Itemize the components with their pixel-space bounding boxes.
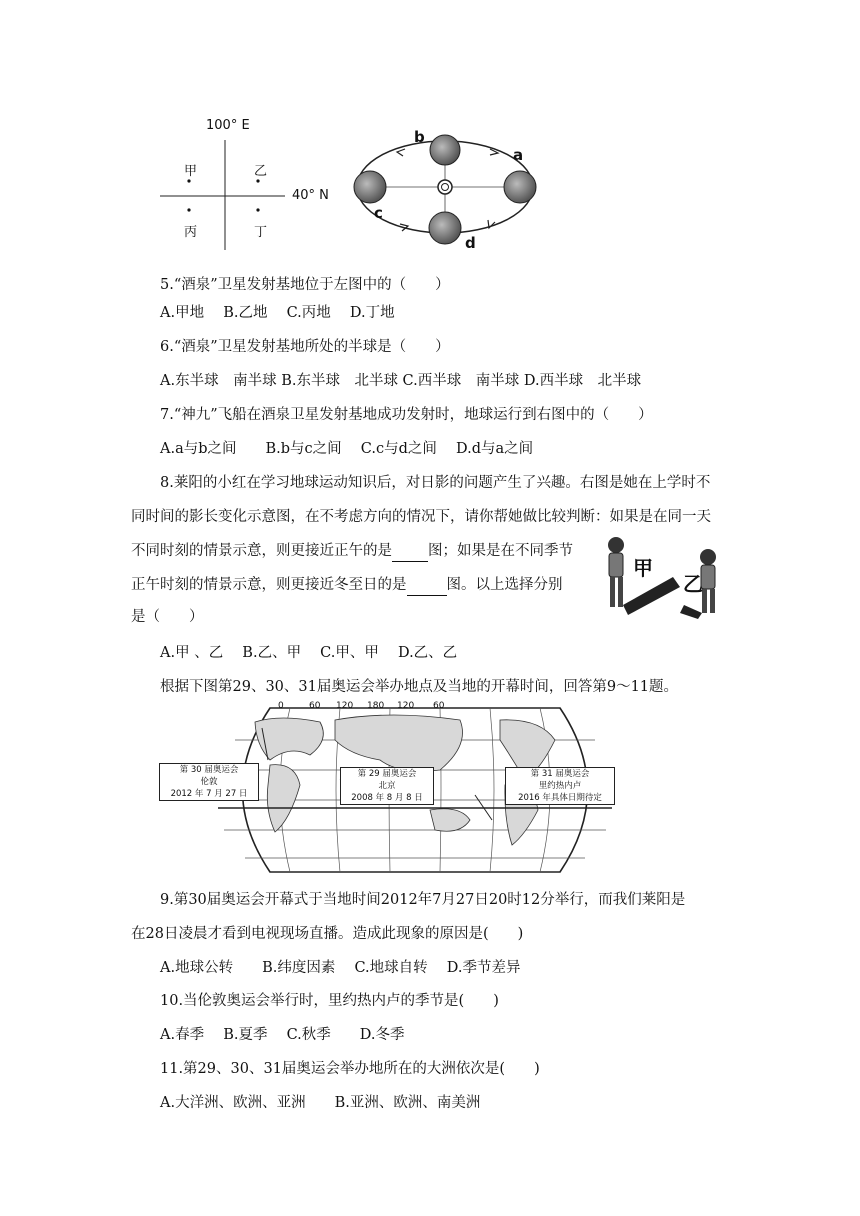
orbit-diagram <box>345 112 555 262</box>
beijing-box: 第 29 届奥运会 北京 2008 年 8 月 8 日 <box>340 767 434 805</box>
question-5-options: A.甲地 B.乙地 C.丙地 D.丁地 <box>160 305 395 321</box>
question-11-stem: 11.第29、30、31届奥运会举办地所在的大洲依次是( ) <box>160 1061 540 1077</box>
question-6-stem: 6.“酒泉”卫星发射基地所处的半球是（ ） <box>160 339 450 355</box>
map-tick-120: 120 <box>336 701 354 711</box>
question-7-stem: 7.“神九”飞船在酒泉卫星发射基地成功发射时，地球运行到右图中的（ ） <box>160 407 653 423</box>
longitude-label: 100° E <box>206 118 250 133</box>
shadow-label-jia: 甲 <box>633 556 653 580</box>
map-tick-120w: 120 <box>397 701 415 711</box>
question-7-options: A.a与b之间 B.b与c之间 C.c与d之间 D.d与a之间 <box>160 441 534 457</box>
orbit-label-a: a <box>513 146 524 164</box>
latitude-label: 40° N <box>292 188 329 203</box>
question-9-options: A.地球公转 B.纬度因素 C.地球自转 D.季节差异 <box>160 960 521 976</box>
orbit-label-c: c <box>374 204 383 222</box>
shadow-label-yi: 乙 <box>683 572 703 596</box>
point-yi: 乙 <box>254 164 268 179</box>
question-8-line-1: 8.莱阳的小红在学习地球运动知识后，对日影的问题产生了兴趣。右图是她在上学时不 <box>160 475 711 491</box>
orbit-label-b: b <box>414 128 425 146</box>
question-10-options: A.春季 B.夏季 C.秋季 D.冬季 <box>160 1027 405 1043</box>
question-8-line-4: 正午时刻的情景示意，则更接近冬至日的是 图。以上选择分别 <box>131 575 563 596</box>
answer-blank-1 <box>392 541 428 562</box>
question-6-options: A.东半球 南半球 B.东半球 北半球 C.西半球 南半球 D.西半球 北半球 <box>160 373 642 389</box>
map-intro: 根据下图第29、30、31届奥运会举办地点及当地的开幕时间，回答第9～11题。 <box>160 679 679 695</box>
map-tick-60w: 60 <box>433 701 445 711</box>
question-11-options: A.大洋洲、欧洲、亚洲 B.亚洲、欧洲、南美洲 <box>160 1095 481 1111</box>
orbit-label-d: d <box>465 234 476 252</box>
rio-box: 第 31 届奥运会 里约热内卢 2016 年具体日期待定 <box>505 767 615 805</box>
point-jia: 甲 <box>184 164 198 179</box>
question-9-line-1: 9.第30届奥运会开幕式于当地时间2012年7月27日20时12分举行，而我们莱阳是 <box>160 892 686 908</box>
point-ding: 丁 <box>254 225 268 240</box>
london-box: 第 30 届奥运会 伦敦 2012 年 7 月 27 日 <box>159 763 259 801</box>
question-8-options: A.甲 、乙 B.乙、甲 C.甲、甲 D.乙、乙 <box>160 645 458 661</box>
shadow-illustration <box>598 535 728 630</box>
point-bing: 丙 <box>184 225 198 240</box>
map-tick-60: 60 <box>309 701 321 711</box>
question-10-stem: 10.当伦敦奥运会举行时，里约热内卢的季节是( ) <box>160 993 499 1009</box>
question-8-line-2: 同时间的影长变化示意图，在不考虑方向的情况下，请你帮她做比较判断：如果是在同一天 <box>131 509 711 525</box>
question-8-line-5: 是（ ） <box>131 609 204 625</box>
grid-lines <box>150 110 350 255</box>
map-tick-180: 180 <box>367 701 385 711</box>
map-tick-0: 0 <box>278 701 284 711</box>
question-5-stem: 5.“酒泉”卫星发射基地位于左图中的（ ） <box>160 277 450 293</box>
answer-blank-2 <box>407 575 447 596</box>
question-8-line-3: 不同时刻的情景示意，则更接近正午的是 图；如果是在不同季节 <box>131 541 573 562</box>
question-9-line-2: 在28日凌晨才看到电视现场直播。造成此现象的原因是( ) <box>131 926 524 942</box>
